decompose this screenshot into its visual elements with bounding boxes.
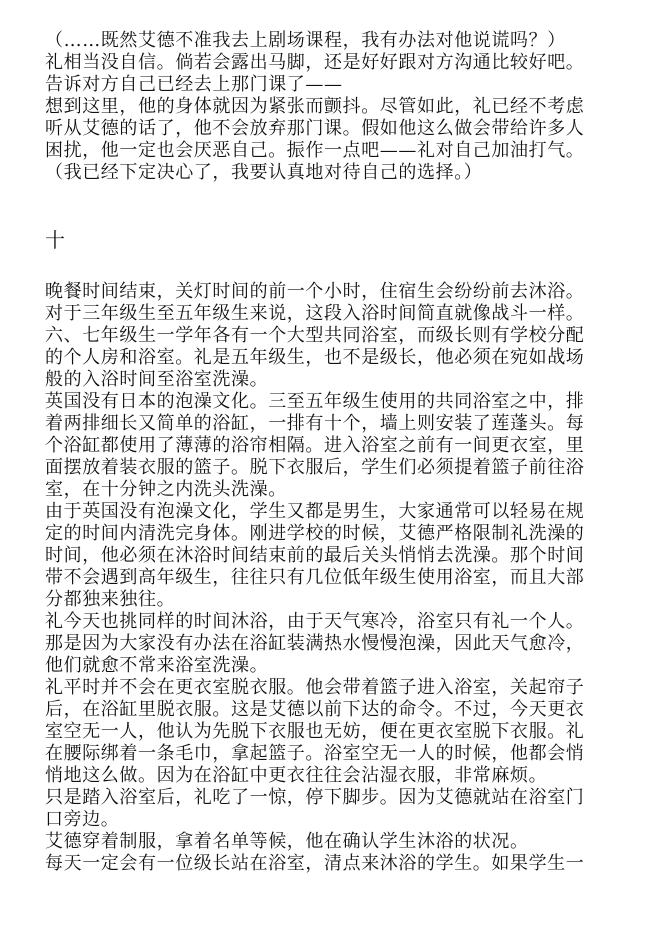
text-line: 着两排细长又简单的浴缸，一排有十个，墙上则安装了莲蓬头。每 bbox=[45, 413, 585, 434]
text-line: 室，在十分钟之内洗头洗澡。 bbox=[45, 479, 287, 500]
text-line: 个浴缸都使用了薄薄的浴帘相隔。进入浴室之前有一间更衣室，里 bbox=[45, 435, 585, 456]
text-line: 室空无一人，他认为先脱下衣服也无妨，便在更衣室脱下衣服。礼 bbox=[45, 721, 585, 742]
text-line: 想到这里，他的身体就因为紧张而颤抖。尽管如此，礼已经不考虑 bbox=[45, 96, 585, 117]
text-line: （我已经下定决心了，我要认真地对待自己的选择。） bbox=[45, 162, 483, 183]
text-line: （……既然艾德不准我去上剧场课程，我有办法对他说谎吗？） bbox=[45, 30, 566, 51]
text-line: 他们就愈不常来浴室洗澡。 bbox=[45, 655, 269, 676]
text-line: 英国没有日本的泡澡文化。三至五年级生使用的共同浴室之中，排 bbox=[45, 391, 585, 412]
text-line: 晚餐时间结束，关灯时间的前一个小时，住宿生会纷纷前去沐浴。 bbox=[45, 281, 585, 302]
section-heading: 十 bbox=[45, 228, 65, 252]
text-line: 面摆放着装衣服的篮子。脱下衣服后，学生们必须提着篮子前往浴 bbox=[45, 457, 585, 478]
text-line: 般的入浴时间至浴室洗澡。 bbox=[45, 369, 269, 390]
text-line: 在腰际绑着一条毛巾，拿起篮子。浴室空无一人的时候，他都会悄 bbox=[45, 743, 585, 764]
text-line: 礼今天也挑同样的时间沐浴，由于天气寒冷，浴室只有礼一个人。 bbox=[45, 611, 585, 632]
text-line: 带不会遇到高年级生，往往只有几位低年级生使用浴室，而且大部 bbox=[45, 567, 585, 588]
text-line: 由于英国没有泡澡文化，学生又都是男生，大家通常可以轻易在规 bbox=[45, 501, 585, 522]
text-line: 时间，他必须在沐浴时间结束前的最后关头悄悄去洗澡。那个时间 bbox=[45, 545, 585, 566]
text-line: 对于三年级生至五年级生来说，这段入浴时间简直就像战斗一样。 bbox=[45, 303, 585, 324]
text-line: 每天一定会有一位级长站在浴室，清点来沐浴的学生。如果学生一 bbox=[45, 853, 585, 874]
text-line: 悄地这么做。因为在浴缸中更衣往往会沾湿衣服，非常麻烦。 bbox=[45, 765, 548, 786]
text-line: 定的时间内清洗完身体。刚进学校的时候，艾德严格限制礼洗澡的 bbox=[45, 523, 585, 544]
text-line: 分都独来独往。 bbox=[45, 589, 176, 610]
text-line: 困扰，他一定也会厌恶自己。振作一点吧——礼对自己加油打气。 bbox=[45, 140, 585, 161]
text-line: 听从艾德的话了，他不会放弃那门课。假如他这么做会带给许多人 bbox=[45, 118, 585, 139]
text-line: 后，在浴缸里脱衣服。这是艾德以前下达的命令。不过，今天更衣 bbox=[45, 699, 585, 720]
text-line: 艾德穿着制服，拿着名单等候，他在确认学生沐浴的状况。 bbox=[45, 831, 529, 852]
text-line: 六、七年级生一学年各有一个大型共同浴室，而级长则有学校分配 bbox=[45, 325, 585, 346]
top-text-block bbox=[45, 30, 625, 184]
text-line: 告诉对方自己已经去上那门课了—— bbox=[45, 74, 343, 95]
text-line: 礼相当没自信。倘若会露出马脚，还是好好跟对方沟通比较好吧。 bbox=[45, 52, 585, 73]
text-line: 口旁边。 bbox=[45, 809, 120, 830]
text-line: 礼平时并不会在更衣室脱衣服。他会带着篮子进入浴室，关起帘子 bbox=[45, 677, 585, 698]
text-line: 只是踏入浴室后，礼吃了一惊，停下脚步。因为艾德就站在浴室门 bbox=[45, 787, 585, 808]
text-line: 的个人房和浴室。礼是五年级生，也不是级长，他必须在宛如战场 bbox=[45, 347, 585, 368]
text-line: 那是因为大家没有办法在浴缸装满热水慢慢泡澡，因此天气愈冷， bbox=[45, 633, 585, 654]
main-text-block bbox=[45, 281, 625, 875]
